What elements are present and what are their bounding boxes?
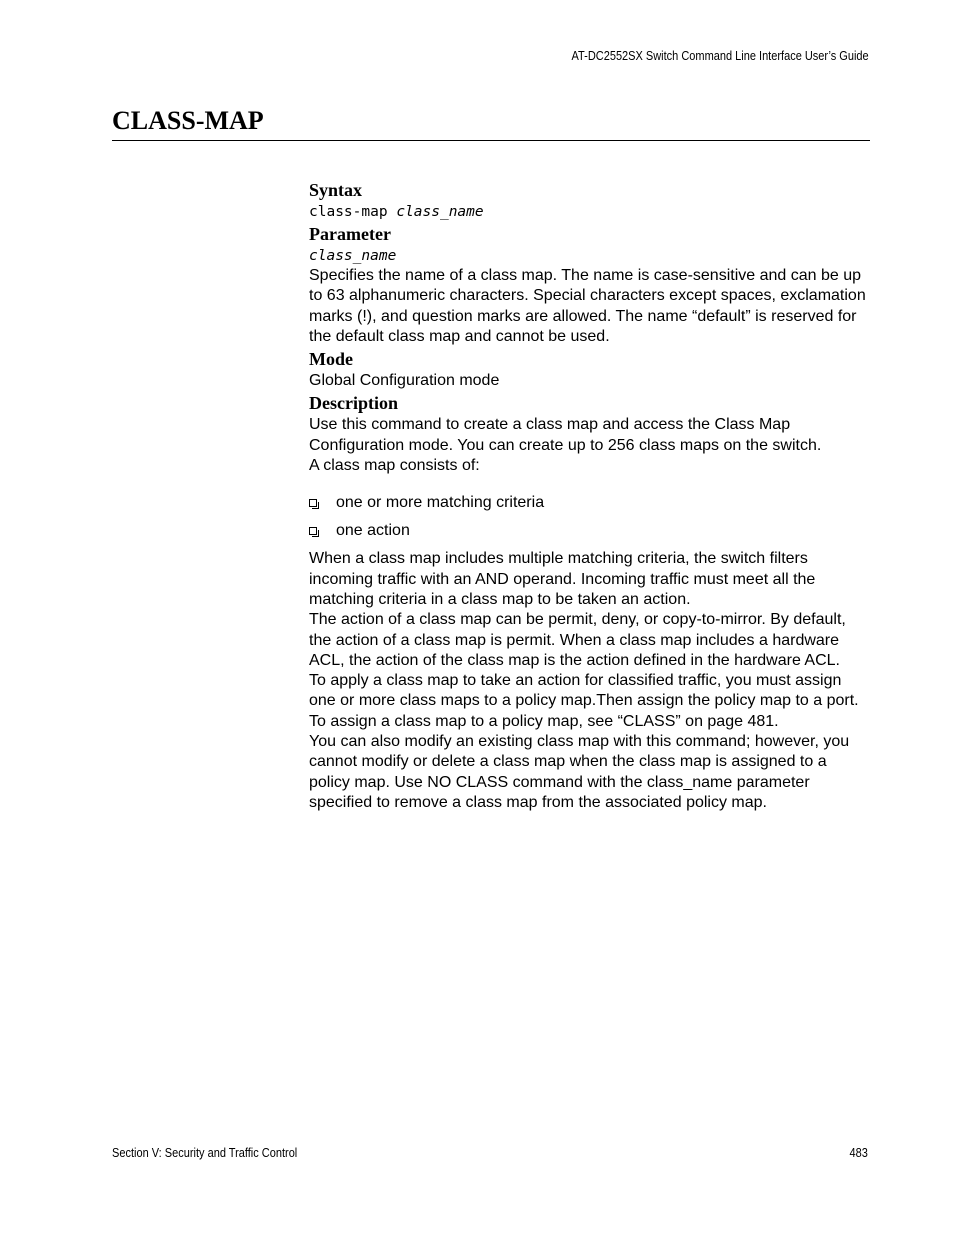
syntax-heading: Syntax xyxy=(309,180,363,200)
mode-text: Global Configuration mode xyxy=(309,372,500,390)
criteria-list xyxy=(309,493,869,549)
list-item xyxy=(309,493,869,521)
checkbox-bullet-icon xyxy=(309,499,317,507)
title-rule xyxy=(112,140,870,141)
syntax-argument: class_name xyxy=(396,204,484,220)
content-body xyxy=(309,178,869,813)
description-paragraph-6: You can also modify an existing class map with this command; however, you cannot modify or delete a class map when the class map is assigned to a policy map. Use NO CLASS command with the class_name parameter specified to remove a class map from the associated policy map. xyxy=(309,733,850,811)
page-number: 483 xyxy=(849,1146,868,1160)
description-paragraph-2: A class map consists of: xyxy=(309,457,480,475)
description-heading: Description xyxy=(309,393,398,414)
list-item-text: one action xyxy=(336,522,410,540)
parameter-description: Specifies the name of a class map. The name is case-sensitive and can be up to 63 alphanumeric characters. Special characters except spaces, exclamation marks (!), and question marks are allowed. The name “default” is reserved for the default class map and cannot be used. xyxy=(309,267,866,345)
description-paragraph-4: The action of a class map can be permit, deny, or copy-to-mirror. By default, the action of a class map is permit. When a class map includes a hardware ACL, the action of the class map is the action defined in the hardware ACL. xyxy=(309,611,846,669)
list-item-text: one or more matching criteria xyxy=(336,494,545,512)
checkbox-bullet-icon xyxy=(309,527,317,535)
syntax-line xyxy=(309,202,869,222)
running-header: AT-DC2552SX Switch Command Line Interface User’s Guide xyxy=(571,49,869,63)
page-title: CLASS-MAP xyxy=(112,106,264,135)
syntax-command: class-map xyxy=(309,204,388,220)
parameter-term: class_name xyxy=(309,248,397,264)
description-paragraph-3: When a class map includes multiple matching criteria, the switch filters incoming traffic with an AND operand. Incoming traffic must meet all the matching criteria in a class map to be taken an action. xyxy=(309,550,816,608)
mode-heading: Mode xyxy=(309,349,353,370)
description-paragraph-1: Use this command to create a class map and access the Class Map Configuration mode. You can create up to 256 class maps on the switch. xyxy=(309,416,822,454)
parameter-heading: Parameter xyxy=(309,224,391,244)
footer-section: Section V: Security and Traffic Control xyxy=(112,1146,298,1160)
list-item xyxy=(309,521,869,549)
description-paragraph-5: To apply a class map to take an action for classified traffic, you must assign one or more class maps to a policy map.Then assign the policy map to a port. To assign a class map to a policy map, see “CLASS” on page 481. xyxy=(309,672,859,730)
